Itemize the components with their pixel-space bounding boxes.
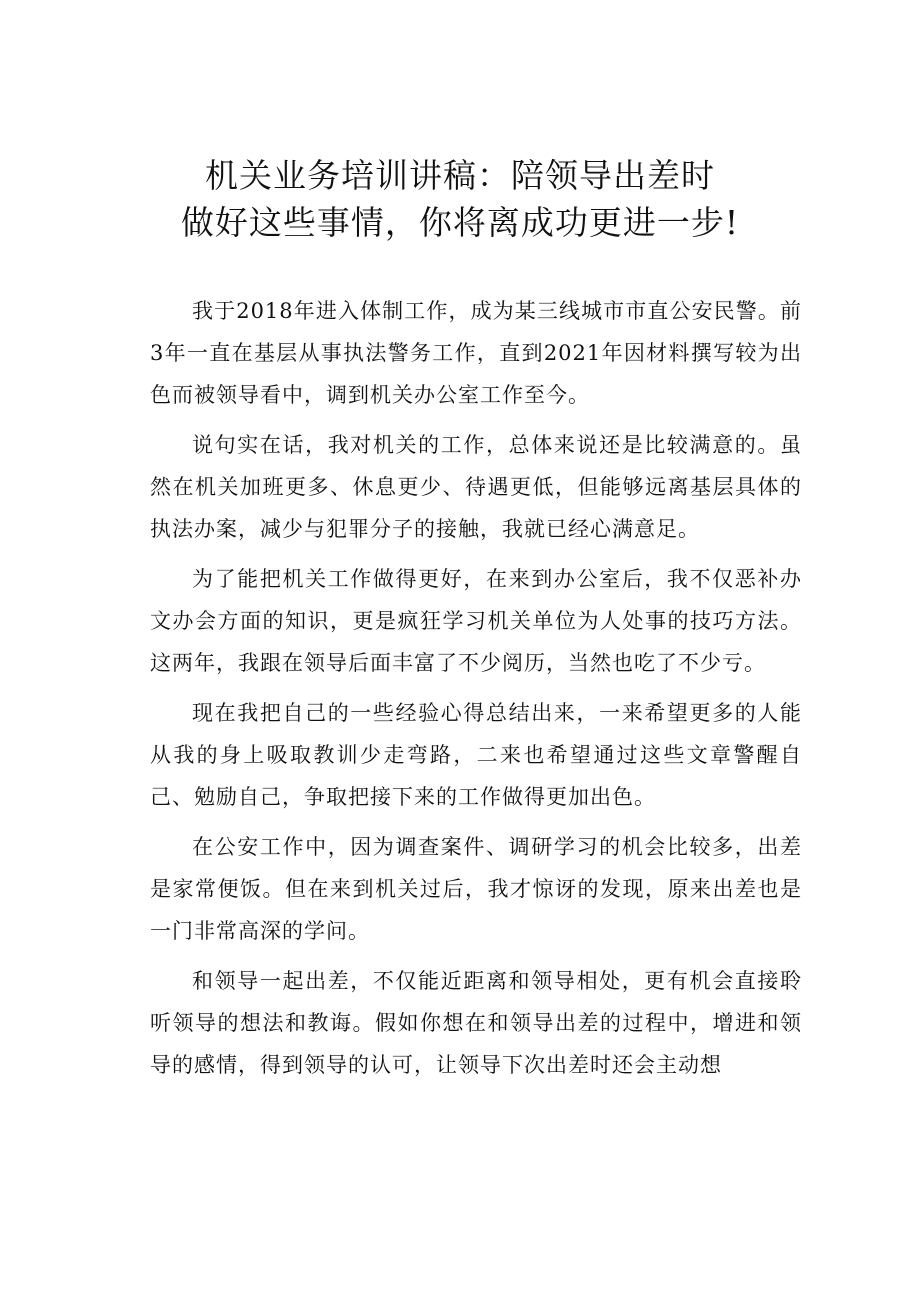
paragraph-6: 和领导一起出差，不仅能近距离和领导相处，更有机会直接聆听领导的想法和教诲。假如你想在和领导出差的过程中，增进和领导的感情，得到领导的认可，让领导下次出差时还会主动想 xyxy=(150,969,802,1077)
paragraph-1: 我于2018年进入体制工作，成为某三线城市市直公安民警。前3年一直在基层从事执法警务工作，直到2021年因材料撰写较为出色而被领导看中，调到机关办公室工作至今。 xyxy=(150,299,802,407)
paragraph-2: 说句实在话，我对机关的工作，总体来说还是比较满意的。虽然在机关加班更多、休息更少、待遇更低，但能够远离基层具体的执法办案，减少与犯罪分子的接触，我就已经心满意足。 xyxy=(150,433,802,541)
title-line-2: 做好这些事情，你将离成功更进一步! xyxy=(180,203,740,242)
paragraph-5: 在公安工作中，因为调查案件、调研学习的机会比较多，出差是家常便饭。但在来到机关过后，我才惊讶的发现，原来出差也是一门非常高深的学问。 xyxy=(150,835,802,943)
paragraph-3: 为了能把机关工作做得更好，在来到办公室后，我不仅恶补办文办会方面的知识，更是疯狂学习机关单位为人处事的技巧方法。这两年，我跟在领导后面丰富了不少阅历，当然也吃了不少亏。 xyxy=(150,567,802,675)
document-title xyxy=(0,152,920,246)
title-line-1: 机关业务培训讲稿：陪领导出差时 xyxy=(205,156,715,195)
paragraph-4: 现在我把自己的一些经验心得总结出来，一来希望更多的人能从我的身上吸取教训少走弯路，二来也希望通过这些文章警醒自己、勉励自己，争取把接下来的工作做得更加出色。 xyxy=(150,701,802,809)
document-body xyxy=(150,290,802,1094)
